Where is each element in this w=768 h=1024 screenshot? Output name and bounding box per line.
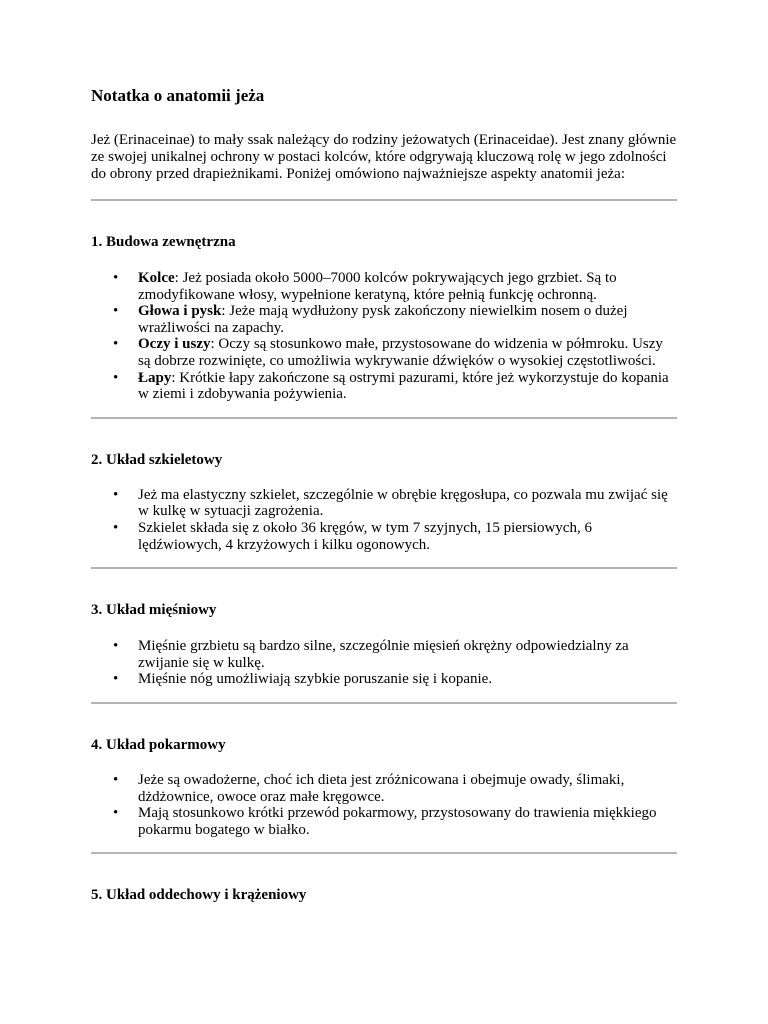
bullet-icon: • <box>113 270 119 286</box>
bullet-icon: • <box>113 303 119 320</box>
list-item-text: Jeż ma elastyczny szkielet, szczególnie w obrębie kręgosłupa, co pozwala mu zwijać się w kulkę w sytuacji zagrożenia. <box>138 486 668 520</box>
document-title: Notatka o anatomii jeża <box>91 86 265 105</box>
bullet-icon: • <box>113 486 119 503</box>
list-item-text: : Krótkie łapy zakończone są ostrymi pazurami, które jeż wykorzystuje do kopania w ziemi i zdobywania pożywienia. <box>138 369 669 403</box>
list-item-term: Łapy <box>138 369 172 386</box>
section-divider <box>91 417 677 419</box>
list-item-text: Mięśnie grzbietu są bardzo silne, szczególnie mięsień okrężny odpowiedzialny za zwijanie się w kulkę. <box>138 638 629 671</box>
list-item-term: Oczy i uszy <box>138 336 211 353</box>
list-item-text: : Jeże mają wydłużony pysk zakończony niewielkim nosem o dużej wrażliwości na zapachy. <box>138 303 628 336</box>
list-item <box>91 370 677 403</box>
bullet-icon: • <box>113 336 119 353</box>
list-item <box>91 772 677 805</box>
list-item-text: Mięśnie nóg umożliwiają szybkie poruszanie się i kopanie. <box>138 671 493 688</box>
bullet-list <box>91 270 677 403</box>
section-heading: 1. Budowa zewnętrzna <box>91 234 236 250</box>
document-page <box>91 86 677 904</box>
bullet-list <box>91 772 677 838</box>
section-divider <box>91 199 677 201</box>
list-item-term: Kolce <box>138 270 175 286</box>
intro-paragraph: Jeż (Erinaceinae) to mały ssak należący do rodziny jeżowatych (Erinaceidae). Jest znany głównie ze swojej unikalnej ochrony w postaci kolców, które odgrywają kluczową rolę w jego zdolności do obrony przed drapieżnikami. Poniżej omówiono najważniejsze aspekty anatomii jeża: <box>91 132 677 182</box>
list-item <box>91 805 677 838</box>
bullet-icon: • <box>113 671 119 688</box>
section-heading: 5. Układ oddechowy i krążeniowy <box>91 887 307 904</box>
section-divider <box>91 852 677 854</box>
list-item-text: Szkielet składa się z około 36 kręgów, w tym 7 szyjnych, 15 piersiowych, 6 lędźwiowych, 4 krzyżowych i kilku ogonowych. <box>138 519 592 553</box>
list-item-term: Głowa i pysk <box>138 303 222 320</box>
section-heading: 2. Układ szkieletowy <box>91 451 223 468</box>
section-divider <box>91 567 677 569</box>
list-item-text: : Oczy są stosunkowo małe, przystosowane do widzenia w półmroku. Uszy są dobrze rozwinięte, co umożliwia wykrywanie dźwięków o wysokiej częstotliwości. <box>138 336 663 369</box>
bullet-icon: • <box>113 805 119 822</box>
bullet-list <box>91 638 677 688</box>
bullet-icon: • <box>113 638 119 655</box>
list-item-text: : Jeż posiada około 5000–7000 kolców pokrywających jego grzbiet. Są to zmodyfikowane włosy, wypełnione keratyną, które pełnią funkcję ochronną. <box>138 270 617 303</box>
list-item <box>91 270 677 303</box>
list-item <box>91 303 677 336</box>
list-item <box>91 638 677 671</box>
section-heading: 3. Układ mięśniowy <box>91 602 217 619</box>
list-item <box>91 520 677 553</box>
bullet-icon: • <box>113 771 119 788</box>
section-heading: 4. Układ pokarmowy <box>91 736 226 753</box>
bullet-icon: • <box>113 369 119 386</box>
bullet-list <box>91 487 677 553</box>
bullet-icon: • <box>113 519 119 536</box>
list-item <box>91 487 677 520</box>
list-item <box>91 671 677 688</box>
list-item-text: Jeże są owadożerne, choć ich dieta jest zróżnicowana i obejmuje owady, ślimaki, dżdżownice, owoce oraz małe kręgowce. <box>138 771 625 805</box>
section-divider <box>91 702 677 704</box>
list-item-text: Mają stosunkowo krótki przewód pokarmowy, przystosowany do trawienia miękkiego pokarmu bogatego w białko. <box>138 805 657 838</box>
list-item <box>91 336 677 369</box>
